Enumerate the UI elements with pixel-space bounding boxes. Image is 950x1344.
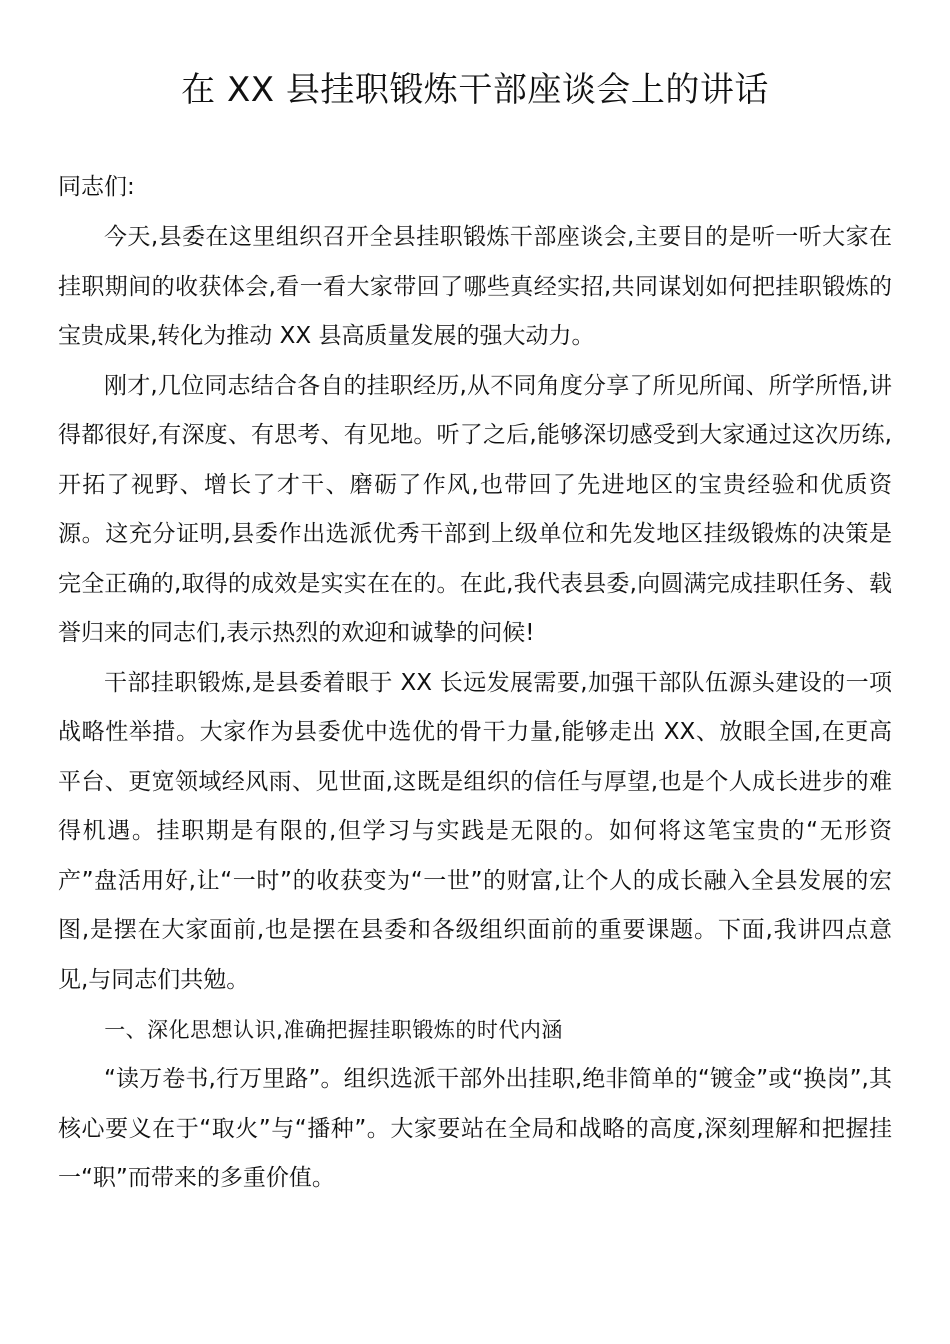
paragraph-sharing-review: 刚才,几位同志结合各自的挂职经历,从不同角度分享了所见所闻、所学所悟,讲得都很好,有深度、有思考、有见地。听了之后,能够深切感受到大家通过这次历练,开拓了视野、增长了才干、磨砺了作风,也带回了先进地区的宝贵经验和优质资源。这充分证明,县委作出选派优秀干部到上级单位和先发地区挂级锻炼的决策是完全正确的,取得的成效是实实在在的。在此,我代表县委,向圆满完成挂职任务、载誉归来的同志们,表示热烈的欢迎和诚挚的问候! (58, 372, 892, 646)
document-page (58, 60, 892, 1204)
paragraph-opening: 今天,县委在这里组织召开全县挂职锻炼干部座谈会,主要目的是听一听大家在挂职期间的收获体会,看一看大家带回了哪些真经实招,共同谋划如何把挂职锻炼的宝贵成果,转化为推动 XX 县高质量发展的强大动力。 (58, 224, 892, 349)
paragraph-strategic-measure: 干部挂职锻炼,是县委着眼于 XX 长远发展需要,加强干部队伍源头建设的一项战略性举措。大家作为县委优中选优的骨干力量,能够走出 XX、放眼全国,在更高平台、更宽领域经风雨、见世面,这既是组织的信任与厚望,也是个人成长进步的难得机遇。挂职期是有限的,但学习与实践是无限的。如何将这笔宝贵的“无形资产”盘活用好,让“一时”的收获变为“一世”的财富,让个人的成长融入全县发展的宏图,是摆在大家面前,也是摆在县委和各级组织面前的重要课题。下面,我讲四点意见,与同志们共勉。 (58, 669, 892, 993)
paragraph-section-one: “读万卷书,行万里路”。组织选派干部外出挂职,绝非简单的“镀金”或“换岗”,其核心要义在于“取火”与“播种”。大家要站在全局和战略的高度,深刻理解和把握挂一“职”而带来的多重价值。 (58, 1066, 892, 1191)
document-title: 在 XX 县挂职锻炼干部座谈会上的讲话 (181, 70, 769, 110)
document-body (58, 213, 892, 1204)
section-heading-one: 一、深化思想认识,准确把握挂职锻炼的时代内涵 (104, 1018, 563, 1042)
salutation: 同志们: (58, 174, 135, 200)
